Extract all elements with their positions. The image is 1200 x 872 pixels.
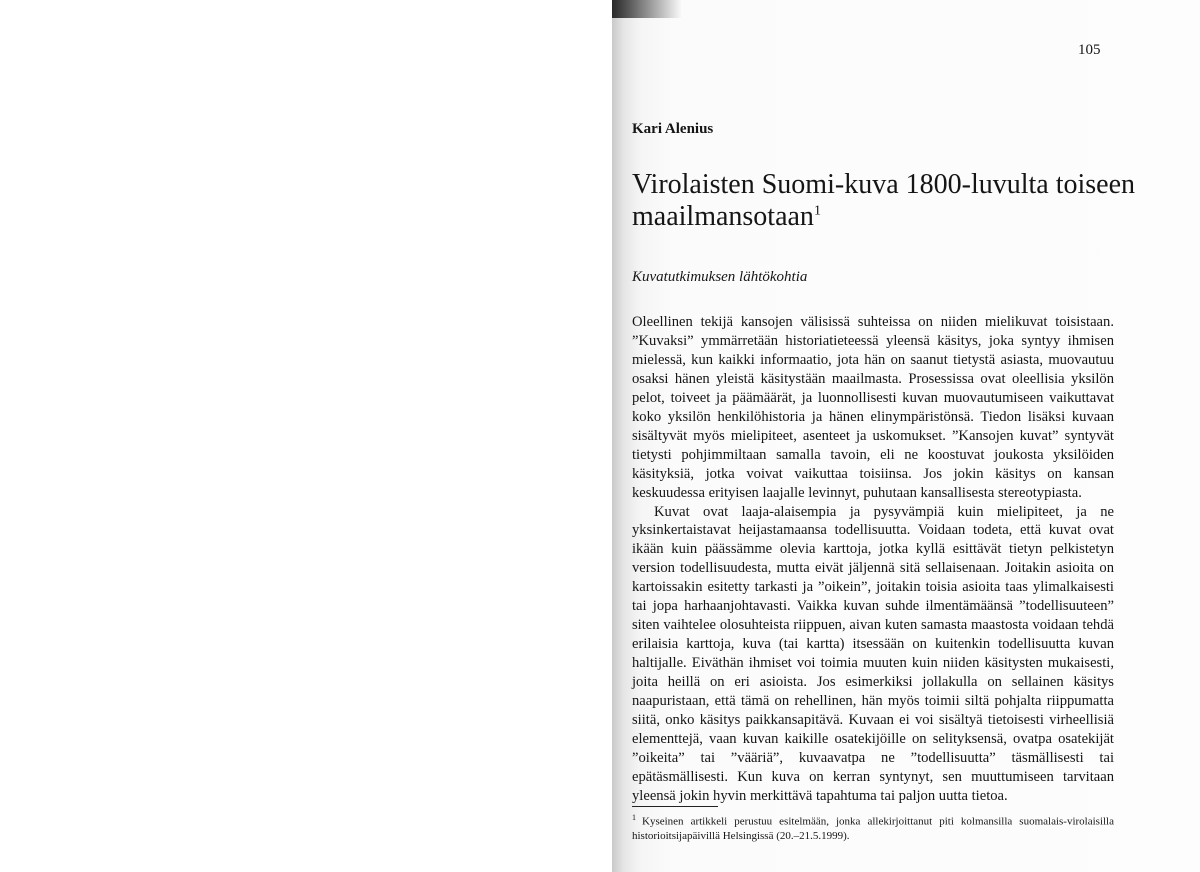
paragraph-1: Oleellinen tekijä kansojen välisissä suhteissa on niiden mielikuvat toisistaan. ”Kuvaksi” ymmärretään historiatieteessä yleensä käsitys, joka syntyy ihmisen mielessä, kun kaikki informaatio, jota hän on saanut tietystä asiasta, muovautuu osaksi hänen yleistä käsitystään maailmasta. Prosessissa ovat oleellisia yksilön pelot, toiveet ja päämäärät, ja luonnollisesti kuvan muovautumiseen vaikuttavat koko yksilön henkilöhistoria ja hänen elinympäristönsä. Tiedon lisäksi kuvaan sisältyvät myös mielipiteet, asenteet ja uskomukset. ”Kansojen kuvat” syntyvät tietysti pohjimmiltaan samalla tavoin, eli ne koostuvat joukosta yksilöiden käsityksiä, jotka voivat vaikuttaa toisiinsa. Jos jokin käsitys on kansan keskuudessa erityisen laajalle levinnyt, puhutaan kansallisesta stereotypiasta.	[632, 314, 1114, 501]
page-number: 105	[1078, 42, 1101, 58]
book-page	[612, 0, 1200, 872]
paragraph-2: Kuvat ovat laaja-alaisempia ja pysyvämpiä kuin mielipiteet, ja ne yksinkertaistavat heijastamaansa todellisuutta. Voidaan todeta, että kuvat ovat ikään kuin päässämme olevia karttoja, jotka kyllä esittävät tietyn pelkistetyn version todellisuudesta, mutta eivät jäljennä sitä sellaisenaan. Joitakin asioita on kartoissakin esitetty tarkasti ja ”oikein”, joitakin toisia asioita taas ylimalkaisesti tai jopa harhaanjohtavasti. Vaikka kuvan suhde ilmentämäänsä ”todellisuuteen” siten vaihtelee olosuhteista riippuen, aivan kuten samasta maastosta voidaan tehdä erilaisia karttoja, kuva (tai kartta) itsessään on kuitenkin todellisuutta kuvan haltijalle. Eiväthän ihmiset voi toimia muuten kuin niiden käsitysten mukaisesti, joita heillä on eri asioista. Jos esimerkiksi jollakulla on sellainen käsitys naapuristaan, että tämä on rehellinen, hän myös toimii siltä pohjalta riippumatta siitä, onko käsitys paikkansapitävä. Kuvaan ei voi sisältyä tietoisesti virheellisiä elementtejä, vaan kuvan kaikille osatekijöille on selityksensä, ovatpa osatekijät ”oikeita” tai ”vääriä”, kuvaavatpa ne ”todellisuutta” täsmällisesti tai epätäsmällisesti. Kun kuva on kerran syntynyt, sen muuttumiseen tarvitaan yleensä jokin hyvin merkittävä tapahtuma tai paljon uutta tietoa.	[632, 503, 1114, 804]
article-body	[632, 313, 1114, 806]
footnote-marker: 1	[632, 813, 636, 822]
page-edge-shadow	[612, 0, 682, 18]
footnote	[632, 811, 1114, 843]
title-footnote-marker: 1	[813, 203, 821, 219]
section-subtitle: Kuvatutkimuksen lähtökohtia	[632, 269, 808, 285]
footnote-text: Kyseinen artikkeli perustuu esitelmään, jonka allekirjoittanut piti kolmansilla suomalais-virolaisilla historioitsijapäivillä Helsingissä (20.–21.5.1999).	[632, 815, 1114, 842]
article-author: Kari Alenius	[632, 121, 714, 137]
footnote-divider	[632, 806, 718, 807]
article-title	[632, 169, 1152, 233]
article-title-text: Virolaisten Suomi-kuva 1800-luvulta toiseen maailmansotaan	[632, 169, 1136, 232]
